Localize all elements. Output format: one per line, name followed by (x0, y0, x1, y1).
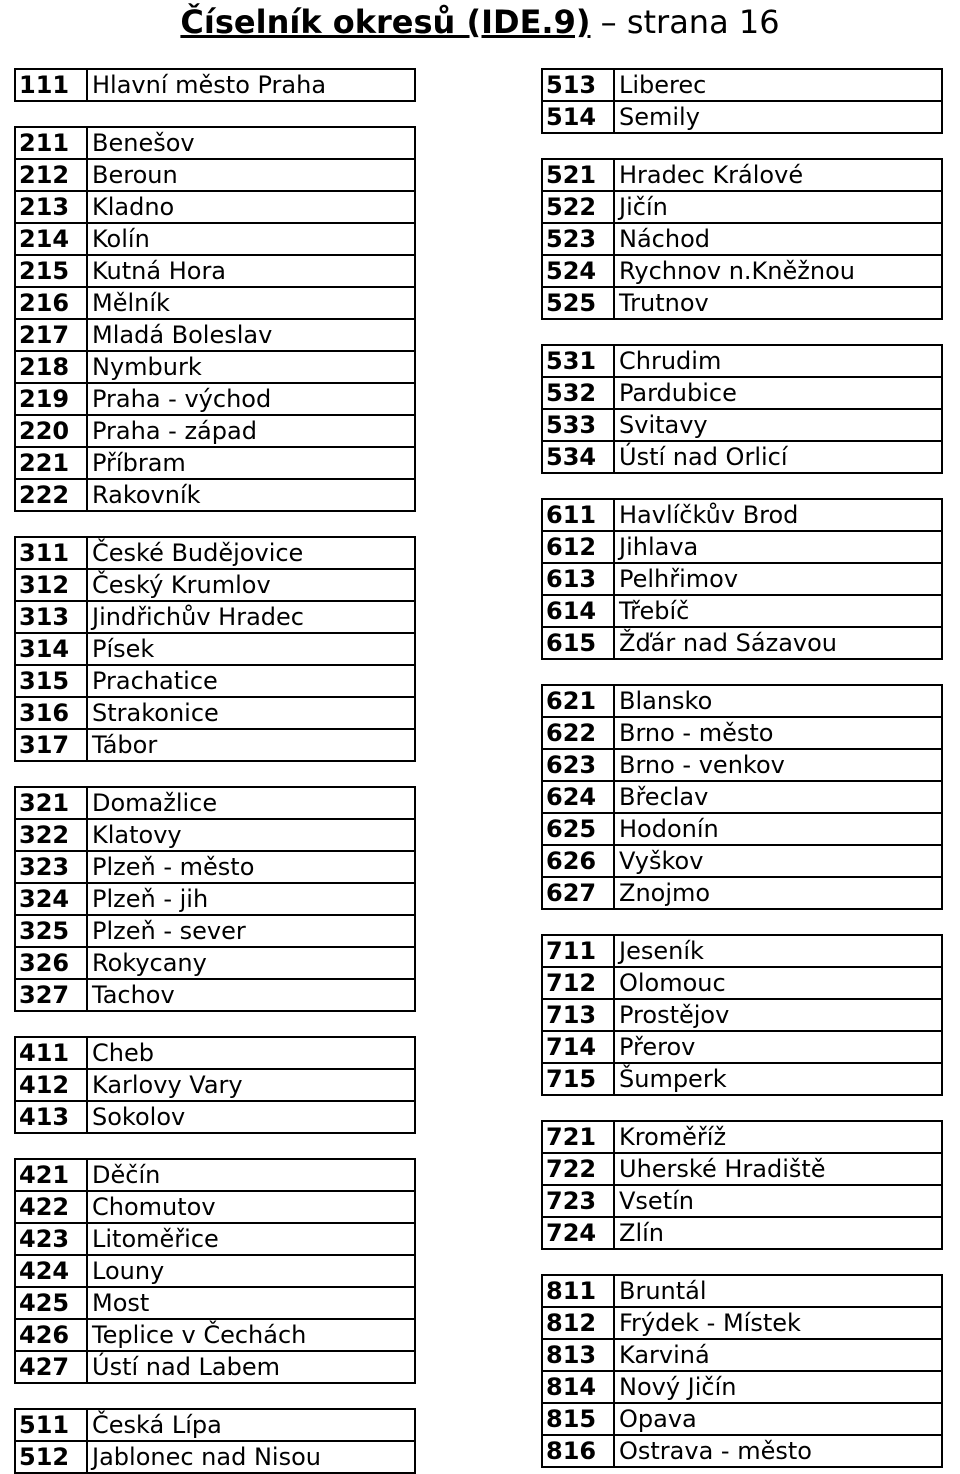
district-name: Mělník (92, 289, 170, 317)
district-code: 722 (543, 1154, 615, 1184)
district-code: 623 (543, 750, 615, 780)
district-code: 413 (16, 1102, 88, 1132)
district-name: Ostrava - město (619, 1437, 812, 1465)
district-row (14, 384, 416, 416)
district-row (14, 1410, 416, 1442)
district-code: 815 (543, 1404, 615, 1434)
district-row (14, 884, 416, 916)
district-row (541, 1404, 943, 1436)
district-code: 411 (16, 1038, 88, 1068)
district-row (14, 698, 416, 730)
district-name: Třebíč (619, 597, 690, 625)
district-name: Kutná Hora (92, 257, 227, 285)
district-code: 324 (16, 884, 88, 914)
district-row (541, 102, 943, 134)
district-group (14, 1408, 416, 1474)
district-name: Děčín (92, 1161, 161, 1189)
district-name: Beroun (92, 161, 178, 189)
district-row (14, 128, 416, 160)
district-group (541, 934, 943, 1096)
district-name: Jablonec nad Nisou (92, 1443, 321, 1471)
district-code: 621 (543, 686, 615, 716)
district-row (14, 538, 416, 570)
district-name: Litoměřice (92, 1225, 219, 1253)
district-name: Hradec Králové (619, 161, 804, 189)
district-code: 421 (16, 1160, 88, 1190)
district-code: 214 (16, 224, 88, 254)
district-group (541, 158, 943, 320)
district-row (541, 936, 943, 968)
district-name: Bruntál (619, 1277, 707, 1305)
district-name: Hlavní město Praha (92, 71, 327, 99)
district-name: Příbram (92, 449, 186, 477)
district-code: 512 (16, 1442, 88, 1472)
district-group (14, 1036, 416, 1134)
district-name: Benešov (92, 129, 195, 157)
district-code: 311 (16, 538, 88, 568)
district-row (541, 1032, 943, 1064)
title-link[interactable]: Číselník okresů (IDE.9) (180, 3, 591, 41)
district-name: Ústí nad Labem (92, 1353, 281, 1381)
district-code: 423 (16, 1224, 88, 1254)
district-row (541, 1340, 943, 1372)
district-row (14, 256, 416, 288)
district-row (14, 1224, 416, 1256)
district-row (541, 1276, 943, 1308)
district-code: 323 (16, 852, 88, 882)
district-name: Ústí nad Orlicí (619, 443, 788, 471)
district-name: Trutnov (619, 289, 709, 317)
district-code: 814 (543, 1372, 615, 1402)
district-name: Brno - město (619, 719, 774, 747)
district-code: 525 (543, 288, 615, 318)
district-row (541, 750, 943, 782)
district-code: 625 (543, 814, 615, 844)
district-name: Svitavy (619, 411, 708, 439)
district-row (541, 1436, 943, 1468)
district-code: 312 (16, 570, 88, 600)
district-row (14, 1192, 416, 1224)
district-name: Havlíčkův Brod (619, 501, 799, 529)
district-name: Karlovy Vary (92, 1071, 243, 1099)
district-row (541, 878, 943, 910)
district-name: Plzeň - jih (92, 885, 209, 913)
district-name: Šumperk (619, 1065, 727, 1093)
district-name: České Budějovice (92, 539, 304, 567)
district-code: 217 (16, 320, 88, 350)
district-row (14, 224, 416, 256)
district-row (541, 1186, 943, 1218)
district-row (541, 686, 943, 718)
district-row (14, 1288, 416, 1320)
district-name: Chomutov (92, 1193, 216, 1221)
district-name: Jihlava (619, 533, 699, 561)
district-name: Sokolov (92, 1103, 186, 1131)
district-name: Kolín (92, 225, 150, 253)
district-row (14, 852, 416, 884)
district-code: 326 (16, 948, 88, 978)
district-row (541, 160, 943, 192)
district-name: Hodonín (619, 815, 719, 843)
district-code: 220 (16, 416, 88, 446)
district-code: 218 (16, 352, 88, 382)
district-group (14, 786, 416, 1012)
district-code: 624 (543, 782, 615, 812)
district-row (14, 1352, 416, 1384)
district-name: Pelhřimov (619, 565, 739, 593)
district-name: Náchod (619, 225, 710, 253)
district-code: 222 (16, 480, 88, 510)
district-code: 723 (543, 1186, 615, 1216)
district-name: Nový Jičín (619, 1373, 737, 1401)
district-name: Mladá Boleslav (92, 321, 273, 349)
district-group (541, 1274, 943, 1468)
district-code: 316 (16, 698, 88, 728)
district-name: Jeseník (619, 937, 704, 965)
district-row (541, 596, 943, 628)
district-code: 211 (16, 128, 88, 158)
district-row (541, 1372, 943, 1404)
district-row (541, 442, 943, 474)
district-code: 321 (16, 788, 88, 818)
district-name: Prachatice (92, 667, 218, 695)
district-row (541, 846, 943, 878)
district-code: 724 (543, 1218, 615, 1248)
district-name: Blansko (619, 687, 713, 715)
district-code: 713 (543, 1000, 615, 1030)
district-row (541, 782, 943, 814)
district-code: 422 (16, 1192, 88, 1222)
district-name: Tachov (92, 981, 175, 1009)
district-row (14, 352, 416, 384)
district-code: 513 (543, 70, 615, 100)
district-code: 612 (543, 532, 615, 562)
district-group (541, 344, 943, 474)
district-row (541, 378, 943, 410)
district-group (14, 68, 416, 102)
district-row (14, 1070, 416, 1102)
district-name: Žďár nad Sázavou (619, 629, 838, 657)
district-code: 221 (16, 448, 88, 478)
district-name: Most (92, 1289, 150, 1317)
district-code: 322 (16, 820, 88, 850)
district-code: 212 (16, 160, 88, 190)
district-group (541, 684, 943, 910)
district-group (14, 536, 416, 762)
district-row (541, 1064, 943, 1096)
title-page-number: – strana 16 (590, 3, 780, 41)
district-name: Vsetín (619, 1187, 694, 1215)
district-code: 325 (16, 916, 88, 946)
district-row (14, 788, 416, 820)
district-code: 511 (16, 1410, 88, 1440)
district-row (14, 948, 416, 980)
district-code: 811 (543, 1276, 615, 1306)
district-row (541, 968, 943, 1000)
district-name: Zlín (619, 1219, 664, 1247)
district-row (14, 448, 416, 480)
district-row (14, 1102, 416, 1134)
district-code: 715 (543, 1064, 615, 1094)
district-row (14, 70, 416, 102)
page-title (0, 2, 960, 42)
district-name: Teplice v Čechách (92, 1321, 307, 1349)
district-row (541, 224, 943, 256)
district-code: 714 (543, 1032, 615, 1062)
district-row (14, 1038, 416, 1070)
district-row (541, 500, 943, 532)
district-name: Domažlice (92, 789, 218, 817)
district-row (14, 602, 416, 634)
district-code: 614 (543, 596, 615, 626)
district-code: 424 (16, 1256, 88, 1286)
district-code: 426 (16, 1320, 88, 1350)
district-code: 315 (16, 666, 88, 696)
district-row (14, 1256, 416, 1288)
district-name: Kladno (92, 193, 175, 221)
district-name: Znojmo (619, 879, 711, 907)
district-name: Olomouc (619, 969, 726, 997)
district-name: Tábor (92, 731, 158, 759)
district-row (541, 1154, 943, 1186)
district-code: 711 (543, 936, 615, 966)
district-code: 313 (16, 602, 88, 632)
district-name: Písek (92, 635, 155, 663)
district-row (541, 628, 943, 660)
district-row (14, 730, 416, 762)
district-name: Prostějov (619, 1001, 730, 1029)
district-name: Jindřichův Hradec (92, 603, 304, 631)
district-row (14, 320, 416, 352)
district-row (14, 160, 416, 192)
district-row (14, 570, 416, 602)
district-row (541, 1000, 943, 1032)
district-code: 532 (543, 378, 615, 408)
district-name: Nymburk (92, 353, 202, 381)
district-name: Semily (619, 103, 700, 131)
district-row (541, 718, 943, 750)
district-name: Praha - východ (92, 385, 272, 413)
district-code: 813 (543, 1340, 615, 1370)
district-row (541, 564, 943, 596)
district-row (541, 532, 943, 564)
district-name: Plzeň - sever (92, 917, 246, 945)
district-code: 622 (543, 718, 615, 748)
district-row (14, 192, 416, 224)
district-name: Karviná (619, 1341, 710, 1369)
district-name: Rakovník (92, 481, 201, 509)
district-name: Česká Lípa (92, 1411, 222, 1439)
district-name: Rychnov n.Kněžnou (619, 257, 855, 285)
district-name: Frýdek - Místek (619, 1309, 801, 1337)
district-name: Uherské Hradiště (619, 1155, 826, 1183)
district-row (14, 416, 416, 448)
district-code: 412 (16, 1070, 88, 1100)
district-code: 524 (543, 256, 615, 286)
district-row (14, 916, 416, 948)
district-name: Louny (92, 1257, 165, 1285)
district-row (541, 1308, 943, 1340)
district-code: 611 (543, 500, 615, 530)
district-code: 425 (16, 1288, 88, 1318)
district-name: Kroměříž (619, 1123, 727, 1151)
district-name: Vyškov (619, 847, 704, 875)
district-row (14, 634, 416, 666)
district-code: 219 (16, 384, 88, 414)
district-code: 327 (16, 980, 88, 1010)
district-code: 216 (16, 288, 88, 318)
district-code: 317 (16, 730, 88, 760)
district-group (541, 498, 943, 660)
district-name: Chrudim (619, 347, 722, 375)
district-name: Rokycany (92, 949, 207, 977)
district-group (14, 1158, 416, 1384)
district-code: 534 (543, 442, 615, 472)
district-row (541, 1218, 943, 1250)
district-row (541, 814, 943, 846)
district-row (14, 666, 416, 698)
district-row (541, 288, 943, 320)
district-code: 712 (543, 968, 615, 998)
district-code: 111 (16, 70, 88, 100)
district-code: 523 (543, 224, 615, 254)
district-name: Přerov (619, 1033, 696, 1061)
district-name: Cheb (92, 1039, 154, 1067)
district-row (541, 256, 943, 288)
district-name: Pardubice (619, 379, 737, 407)
district-row (541, 192, 943, 224)
district-row (541, 410, 943, 442)
district-row (541, 70, 943, 102)
district-code: 613 (543, 564, 615, 594)
district-name: Liberec (619, 71, 707, 99)
district-code: 626 (543, 846, 615, 876)
district-code: 627 (543, 878, 615, 908)
district-name: Plzeň - město (92, 853, 255, 881)
district-group (14, 126, 416, 512)
district-code: 812 (543, 1308, 615, 1338)
district-row (14, 1320, 416, 1352)
district-name: Brno - venkov (619, 751, 785, 779)
district-code: 215 (16, 256, 88, 286)
district-name: Strakonice (92, 699, 219, 727)
district-group (541, 1120, 943, 1250)
district-row (14, 980, 416, 1012)
district-row (14, 480, 416, 512)
district-name: Břeclav (619, 783, 709, 811)
district-row (14, 1160, 416, 1192)
district-code: 615 (543, 628, 615, 658)
district-row (541, 346, 943, 378)
district-name: Klatovy (92, 821, 182, 849)
district-code: 531 (543, 346, 615, 376)
district-name: Opava (619, 1405, 697, 1433)
district-row (14, 820, 416, 852)
district-name: Český Krumlov (92, 571, 271, 599)
district-row (541, 1122, 943, 1154)
district-code: 816 (543, 1436, 615, 1466)
district-code: 213 (16, 192, 88, 222)
district-name: Jičín (619, 193, 668, 221)
district-code: 427 (16, 1352, 88, 1382)
district-group (541, 68, 943, 134)
district-code: 514 (543, 102, 615, 132)
district-row (14, 1442, 416, 1474)
district-code: 721 (543, 1122, 615, 1152)
district-code: 522 (543, 192, 615, 222)
district-code: 314 (16, 634, 88, 664)
district-name: Praha - západ (92, 417, 257, 445)
district-code: 521 (543, 160, 615, 190)
district-row (14, 288, 416, 320)
district-code: 533 (543, 410, 615, 440)
